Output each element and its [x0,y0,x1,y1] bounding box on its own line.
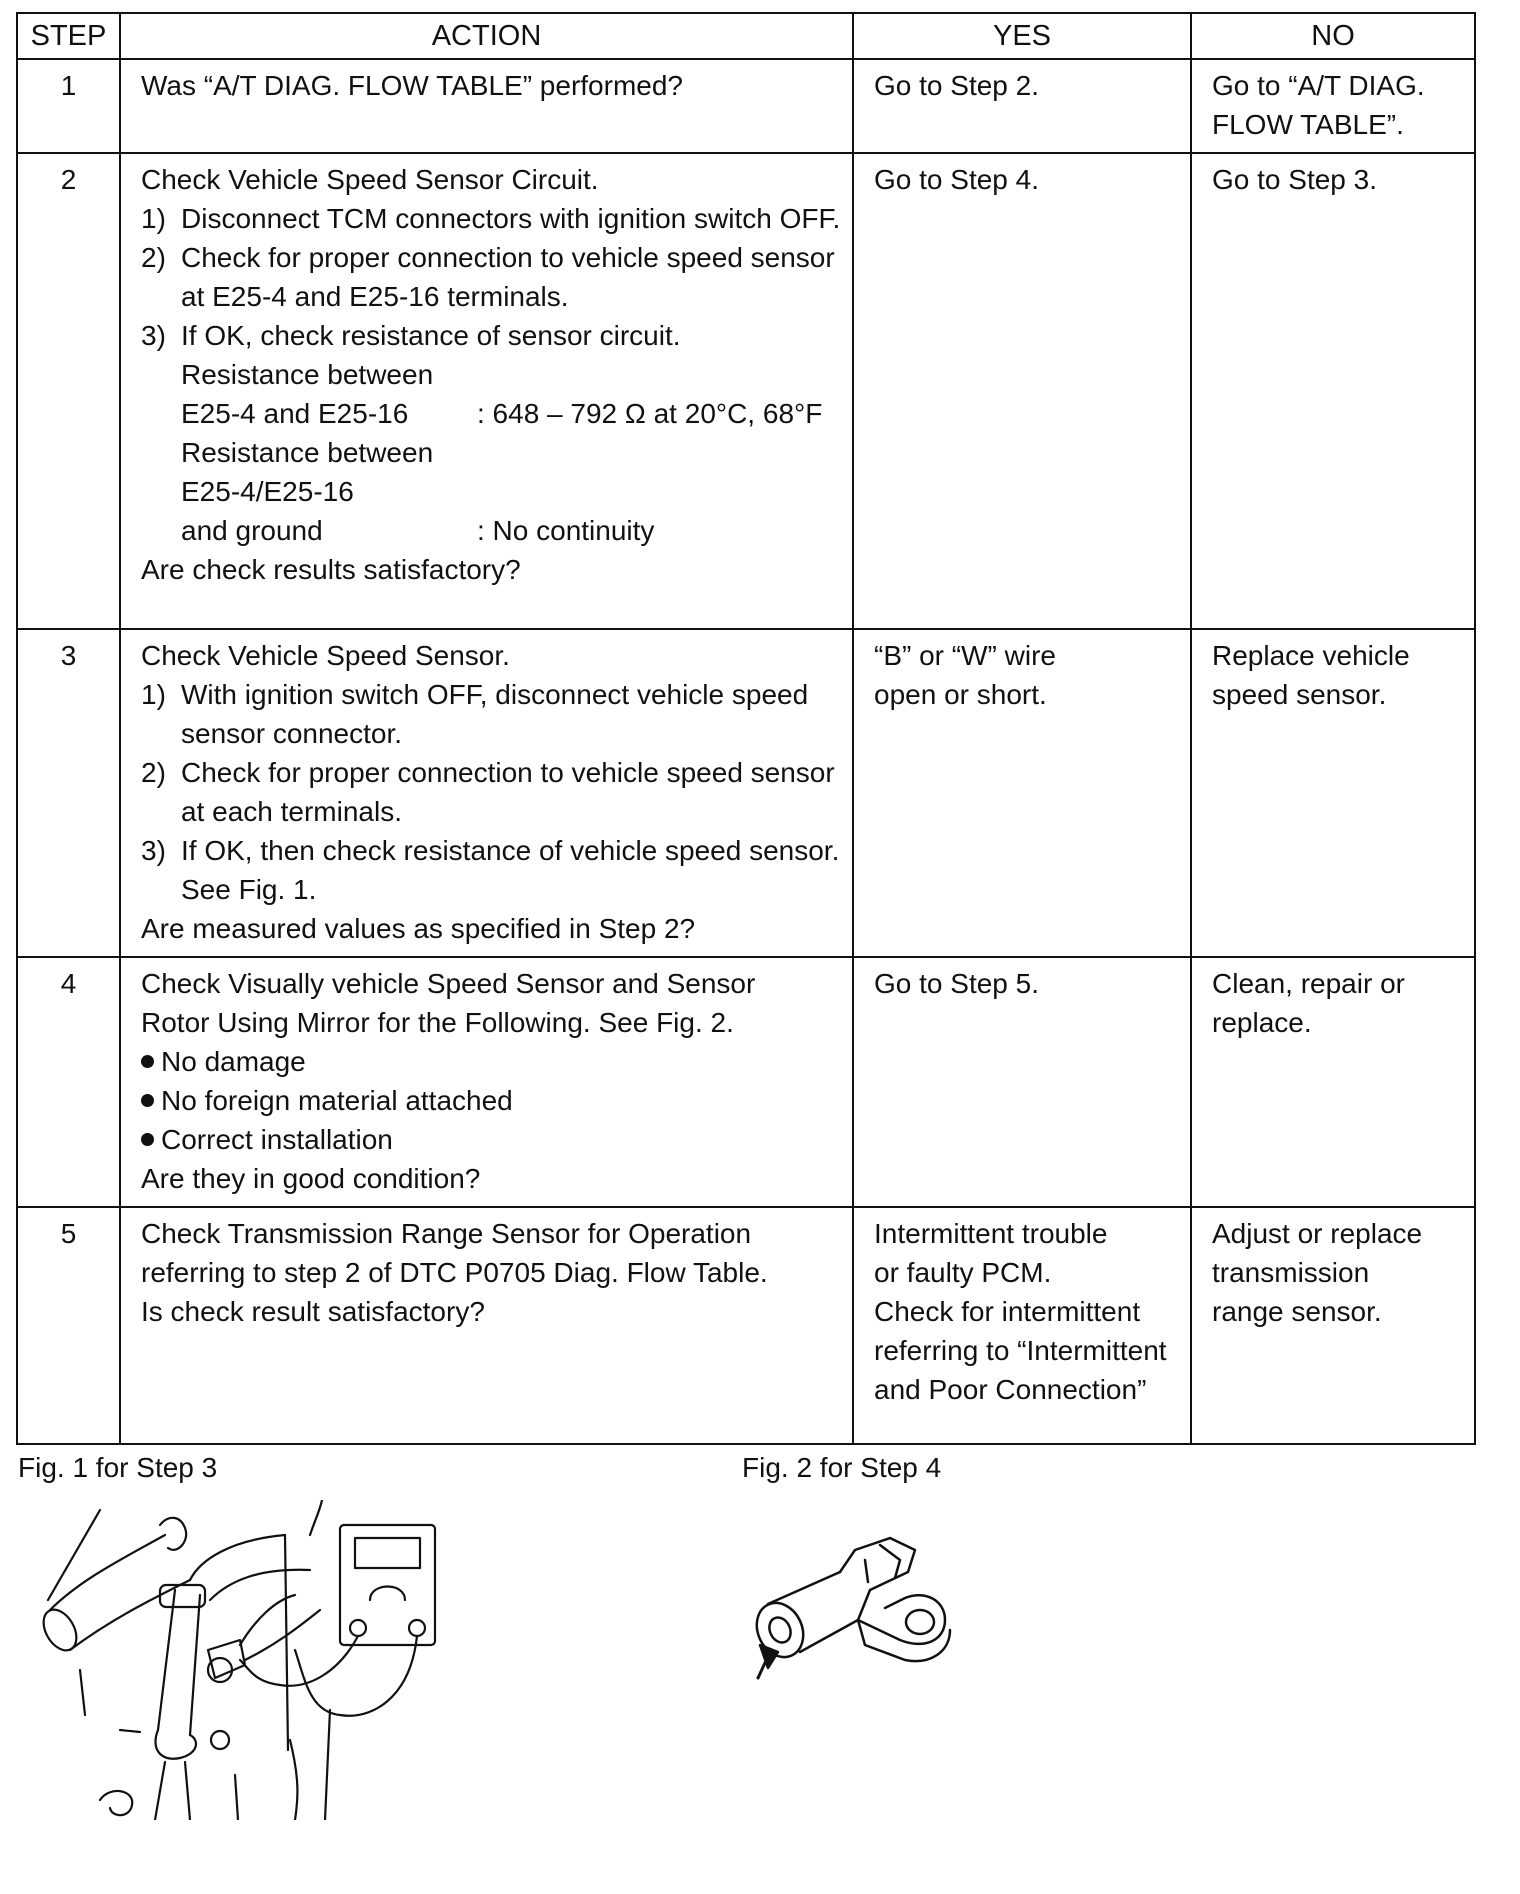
step-number: 5 [17,1207,120,1444]
bullet-text: Correct installation [161,1124,393,1155]
substep-text: Disconnect TCM connectors with ignition switch OFF. [181,203,841,234]
yes-text: open or short. [874,679,1047,710]
table-row [17,629,1475,957]
yes-cell [853,629,1191,957]
table-row [17,153,1475,629]
action-cell [120,59,853,153]
table-header-row [17,13,1475,59]
no-text: Go to Step 3. [1212,164,1377,195]
no-cell [1191,1207,1475,1444]
spec-label: and ground [181,515,323,546]
step-number: 1 [17,59,120,153]
action-text: Rotor Using Mirror for the Following. See Fig. 2. [141,1007,734,1038]
action-substep [141,675,842,753]
yes-text: “B” or “W” wire [874,640,1056,671]
substep-number: 1) [141,679,166,710]
substep-number: 3) [141,320,166,351]
no-text: speed sensor. [1212,679,1387,710]
yes-text: Intermittent trouble [874,1218,1108,1249]
spec-value: : No continuity [477,515,655,546]
yes-text: and Poor Connection” [874,1374,1147,1405]
spec-label: E25-4 and E25-16 [181,398,409,429]
action-substep [141,753,842,831]
substep-text: If OK, check resistance of sensor circuit. [181,320,681,351]
yes-text: Go to Step 2. [874,70,1039,101]
step-number: 2 [17,153,120,629]
action-question: Are they in good condition? [141,1163,481,1194]
diag-flow-table [16,12,1476,1445]
action-title: Check Vehicle Speed Sensor Circuit. [141,164,599,195]
action-substep [141,316,842,355]
no-cell [1191,957,1475,1207]
yes-text: referring to “Intermittent [874,1335,1167,1366]
action-text: Check Transmission Range Sensor for Operation [141,1218,752,1249]
spec-intro: Resistance between [181,437,434,468]
fig1-sensor-test-drawing [40,1500,480,1820]
table-row [17,59,1475,153]
no-text: range sensor. [1212,1296,1382,1327]
bullet-item [141,1081,842,1120]
header-step: STEP [17,13,120,59]
no-cell [1191,59,1475,153]
bullet-icon [141,1133,154,1146]
yes-cell [853,1207,1191,1444]
yes-cell [853,153,1191,629]
step-number: 4 [17,957,120,1207]
yes-text: Go to Step 5. [874,968,1039,999]
action-text: Is check result satisfactory? [141,1296,485,1327]
no-text: transmission [1212,1257,1370,1288]
yes-text: Check for intermittent [874,1296,1141,1327]
no-text: Replace vehicle [1212,640,1410,671]
action-substep [141,199,842,238]
no-text: replace. [1212,1007,1312,1038]
header-no: NO [1191,13,1475,59]
substep-number: 3) [141,835,166,866]
yes-text: Go to Step 4. [874,164,1039,195]
spec-value: : 648 – 792 Ω at 20°C, 68°F [477,398,823,429]
fig2-speed-sensor-drawing [740,1520,960,1700]
bullet-item [141,1042,842,1081]
spec-intro: Resistance between [181,359,434,390]
action-text: Check Visually vehicle Speed Sensor and Sensor [141,968,756,999]
yes-cell [853,59,1191,153]
action-question: Are measured values as specified in Step 2? [141,913,696,944]
substep-number: 1) [141,203,166,234]
no-text: FLOW TABLE”. [1212,109,1404,140]
action-cell [120,153,853,629]
yes-text: or faulty PCM. [874,1257,1052,1288]
no-text: Go to “A/T DIAG. [1212,70,1425,101]
bullet-item [141,1120,842,1159]
substep-number: 2) [141,757,166,788]
fig1-caption: Fig. 1 for Step 3 [18,1452,218,1483]
no-text: Adjust or replace [1212,1218,1423,1249]
yes-cell [853,957,1191,1207]
header-action: ACTION [120,13,853,59]
action-substep [141,831,842,909]
bullet-text: No damage [161,1046,306,1077]
spec-row [141,394,842,433]
bullet-text: No foreign material attached [161,1085,513,1116]
action-substep [141,238,842,316]
substep-text: If OK, then check resistance of vehicle speed sensor. See Fig. 1. [181,835,840,905]
action-text: Was “A/T DIAG. FLOW TABLE” performed? [141,70,683,101]
action-text: referring to step 2 of DTC P0705 Diag. Flow Table. [141,1257,768,1288]
action-title: Check Vehicle Speed Sensor. [141,640,510,671]
action-cell [120,1207,853,1444]
action-question: Are check results satisfactory? [141,554,521,585]
table-row [17,1207,1475,1444]
no-cell [1191,153,1475,629]
no-cell [1191,629,1475,957]
bullet-icon [141,1094,154,1107]
action-cell [120,629,853,957]
table-row [17,957,1475,1207]
spec-intro: E25-4/E25-16 [181,476,354,507]
substep-text: Check for proper connection to vehicle speed sensor at E25-4 and E25-16 terminals. [181,242,835,312]
substep-text: Check for proper connection to vehicle speed sensor at each terminals. [181,757,835,827]
substep-number: 2) [141,242,166,273]
spec-row [141,511,842,550]
substep-text: With ignition switch OFF, disconnect vehicle speed sensor connector. [181,679,809,749]
bullet-icon [141,1055,154,1068]
no-text: Clean, repair or [1212,968,1405,999]
action-cell [120,957,853,1207]
header-yes: YES [853,13,1191,59]
step-number: 3 [17,629,120,957]
fig2-caption: Fig. 2 for Step 4 [742,1452,942,1483]
